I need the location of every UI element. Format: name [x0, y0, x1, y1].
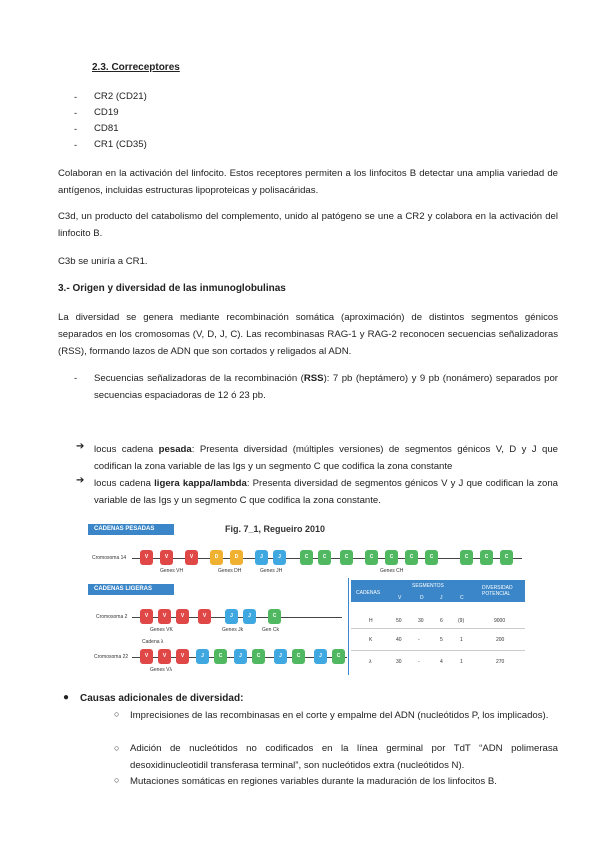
bullet-icon: ●	[63, 692, 70, 703]
c-segment: C	[252, 649, 265, 664]
c-segment: C	[214, 649, 227, 664]
divider	[348, 578, 349, 675]
d-segment: D	[210, 550, 223, 565]
v-segment: V	[140, 649, 153, 664]
table-cell: 30	[418, 618, 424, 624]
circle-bullet-icon: ○	[114, 743, 120, 753]
table-cell: -	[418, 637, 420, 643]
dash: -	[74, 108, 78, 119]
gene-label: Genes CH	[380, 568, 404, 574]
v-segment: V	[140, 550, 153, 565]
j-segment: J	[243, 609, 256, 624]
table-header-cell: SEGMENTOS	[412, 583, 444, 589]
section-heading: 3.- Origen y diversidad de las inmunoglobulinas	[58, 283, 286, 294]
table-cell: λ	[369, 659, 372, 665]
table-cell: 5	[440, 637, 443, 643]
table-header-cell: J	[440, 595, 443, 601]
table-cell: 6	[440, 618, 443, 624]
section-title: 2.3. Correceptores	[92, 62, 180, 73]
j-segment: J	[225, 609, 238, 624]
j-segment: J	[314, 649, 327, 664]
v-segment: V	[160, 550, 173, 565]
list-item: Mutaciones somáticas en regiones variables durante la maduración de los linfocitos B.	[130, 776, 497, 787]
c-segment: C	[425, 550, 438, 565]
table-cell: 9000	[494, 618, 506, 624]
c-segment: C	[292, 649, 305, 664]
j-segment: J	[274, 649, 287, 664]
table-cell: (9)	[458, 618, 465, 624]
v-segment: V	[176, 649, 189, 664]
j-segment: J	[255, 550, 268, 565]
gene-label: Genes Jk	[222, 627, 244, 633]
list-item: CR1 (CD35)	[94, 139, 147, 150]
table-cell: -	[418, 659, 420, 665]
causes-title: Causas adicionales de diversidad:	[80, 693, 244, 704]
c-segment: C	[332, 649, 345, 664]
c-segment: C	[300, 550, 313, 565]
chr-label: Cromosoma 14	[92, 555, 127, 561]
table-header-cell: C	[460, 595, 464, 601]
list-item: Imprecisiones de las recombinasas en el corte y empalme del ADN (nucleótidos P, los implicados).	[130, 710, 549, 721]
j-segment: J	[234, 649, 247, 664]
c-segment: C	[385, 550, 398, 565]
paragraph: C3b se uniría a CR1.	[58, 256, 148, 267]
circle-bullet-icon: ○	[114, 709, 120, 719]
v-segment: V	[185, 550, 198, 565]
table-cell: 1	[460, 659, 463, 665]
list-item: CD81	[94, 123, 119, 134]
divider	[351, 628, 525, 629]
figure-title: Fig. 7_1, Regueiro 2010	[225, 524, 326, 534]
rss-item: Secuencias señalizadoras de la recombinación (RSS): 7 pb (heptámero) y 9 pb (nonámero) separados por secuencias espaciadoras de 12 ó 23 pb.	[94, 373, 558, 401]
table-header-cell: DIVERSIDAD POTENCIAL	[482, 585, 513, 597]
light-banner: CADENAS LIGERAS	[88, 584, 174, 595]
j-segment: J	[273, 550, 286, 565]
heavy-banner: CADENAS PESADAS	[88, 524, 174, 535]
gene-label: Genes VH	[160, 568, 184, 574]
table-header-cell: V	[398, 595, 402, 601]
c-segment: C	[460, 550, 473, 565]
c-segment: C	[480, 550, 493, 565]
dash: -	[74, 373, 78, 384]
arrow-icon: ➔	[76, 441, 85, 452]
table-header-cell: CADENAS	[356, 590, 381, 596]
list-item: Adición de nucleótidos no codificados en la línea germinal por TdT “ADN polimerasa desoxidinucleotidil transferasa terminal”, son nucleótidos extra (nucleótidos N).	[130, 743, 558, 771]
j-segment: J	[196, 649, 209, 664]
table-cell: H	[369, 618, 373, 624]
table-cell: 50	[396, 618, 402, 624]
paragraph: La diversidad se genera mediante recombinación somática (aproximación) de distintos segmentos génicos separados en los cromosomas (V, D, J, C). Las recombinasas RAG-1 y RAG-2 reconocen secuencias señalizadoras (RSS), formando lazos de ADN que son cortados y religados al ADN.	[58, 312, 558, 357]
table-cell: 4	[440, 659, 443, 665]
light-chain-item: locus cadena ligera kappa/lambda: Presenta diversidad de segmentos génicos V y J que codifican la zona variable de las Igs y un segmento C que codifica la zona constante.	[94, 478, 559, 506]
c-segment: C	[268, 609, 281, 624]
v-segment: V	[176, 609, 189, 624]
table-cell: 200	[496, 637, 505, 643]
divider	[351, 650, 525, 651]
circle-bullet-icon: ○	[114, 775, 120, 785]
table-cell: 30	[396, 659, 402, 665]
v-segment: V	[140, 609, 153, 624]
c-segment: C	[318, 550, 331, 565]
chr-label: Cromosoma 2	[96, 614, 128, 620]
gene-label: Gen Ck	[262, 627, 279, 633]
paragraph: C3d, un producto del catabolismo del complemento, unido al patógeno se une a CR2 y colabora en la activación del linfocito B.	[58, 211, 558, 239]
table-header-cell: D	[420, 595, 424, 601]
d-segment: D	[230, 550, 243, 565]
dash: -	[74, 140, 78, 151]
dash: -	[74, 124, 78, 135]
gene-label: Genes Vλ	[150, 667, 172, 673]
c-segment: C	[365, 550, 378, 565]
arrow-icon: ➔	[76, 475, 85, 486]
table-cell: K	[369, 637, 373, 643]
heavy-chain-item: locus cadena pesada: Presenta diversidad (múltiples versiones) de segmentos génicos V, D y J que codifican la zona variable de las Igs y un segmento C que codifica la zona constante	[94, 444, 558, 472]
v-segment: V	[158, 649, 171, 664]
table-cell: 270	[496, 659, 505, 665]
v-segment: V	[158, 609, 171, 624]
c-segment: C	[500, 550, 513, 565]
table-cell: 40	[396, 637, 402, 643]
table-cell: 1	[460, 637, 463, 643]
chr-label: Cromosoma 22	[94, 654, 129, 660]
v-segment: V	[198, 609, 211, 624]
list-item: CR2 (CD21)	[94, 91, 147, 102]
gene-label: Genes DH	[218, 568, 242, 574]
dash: -	[74, 92, 78, 103]
gene-label: Genes JH	[260, 568, 283, 574]
gene-label: Genes VK	[150, 627, 173, 633]
c-segment: C	[340, 550, 353, 565]
list-item: CD19	[94, 107, 119, 118]
chain-label: Cadena λ	[142, 639, 164, 645]
paragraph: Colaboran en la activación del linfocito. Estos receptores permiten a los linfocitos B detectar una amplia variedad de antígenos, incluidas estructuras lipoproteicas y polisacáridas.	[58, 168, 558, 196]
c-segment: C	[405, 550, 418, 565]
